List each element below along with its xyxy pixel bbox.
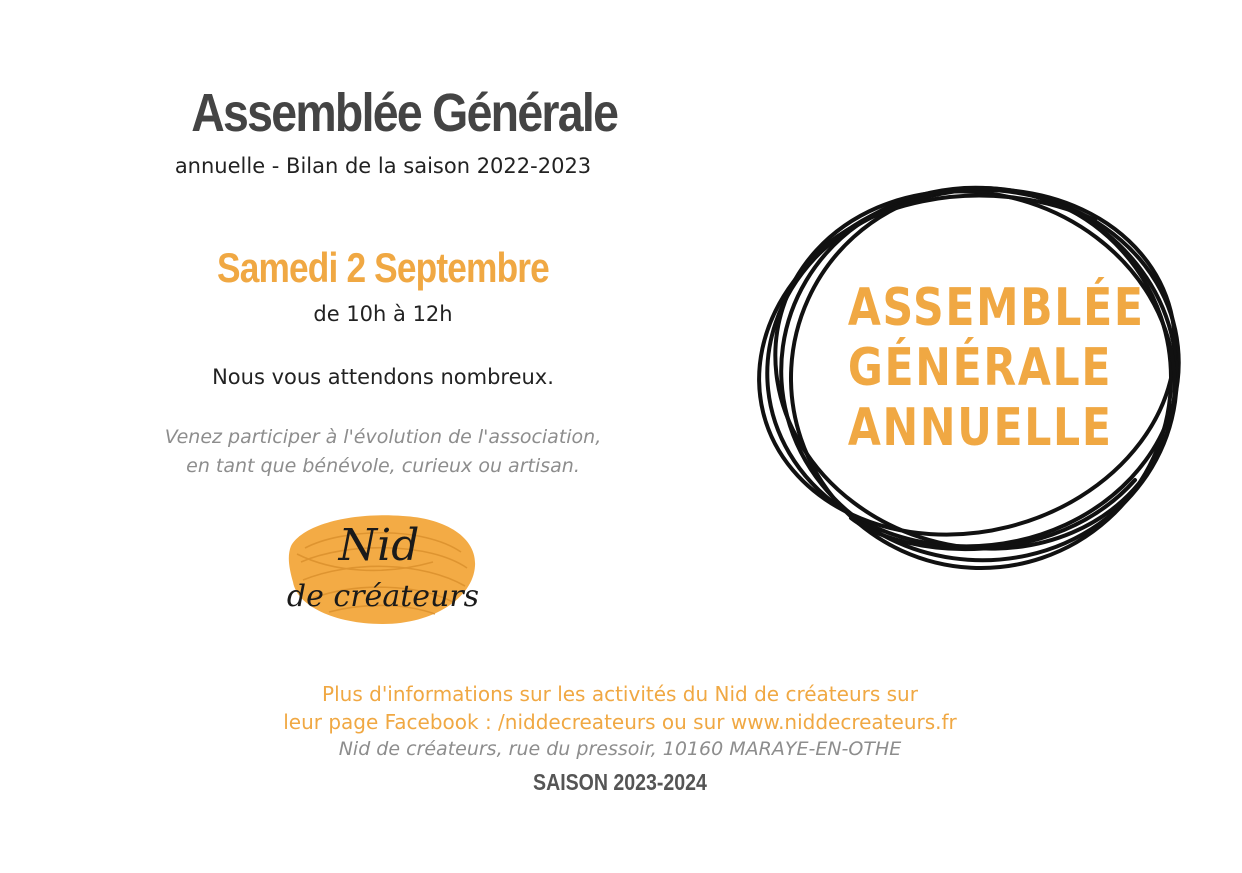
call-to-action-line-1: Venez participer à l'évolution de l'association,	[164, 426, 602, 448]
page-subtitle: annuelle - Bilan de la saison 2022-2023	[174, 154, 592, 178]
footer-season: SAISON 2023-2024	[533, 769, 707, 795]
event-invite: Nous vous attendons nombreux.	[212, 365, 554, 389]
badge-line-2: GÉNÉRALE	[847, 338, 1113, 398]
nid-de-createurs-logo	[283, 502, 483, 632]
footer-info-line-2: leur page Facebook : /niddecreateurs ou sur www.niddecreateurs.fr	[283, 710, 957, 734]
logo-text-nid: Nid	[338, 520, 420, 571]
logo-text-de-createurs: de créateurs	[286, 579, 480, 614]
badge-text	[847, 278, 1145, 458]
event-time: de 10h à 12h	[313, 302, 453, 326]
footer-info-line-1: Plus d'informations sur les activités du Nid de créateurs sur	[322, 682, 918, 706]
call-to-action-line-2: en tant que bénévole, curieux ou artisan.	[186, 455, 580, 477]
footer-address: Nid de créateurs, rue du pressoir, 10160 MARAYE-EN-OTHE	[338, 738, 902, 760]
event-date: Samedi 2 Septembre	[217, 244, 549, 291]
badge-line-1: ASSEMBLÉE	[847, 278, 1145, 338]
nest-logo-icon	[283, 502, 483, 632]
page-title: Assemblée Générale	[191, 83, 618, 143]
badge-line-3: ANNUELLE	[847, 398, 1113, 458]
